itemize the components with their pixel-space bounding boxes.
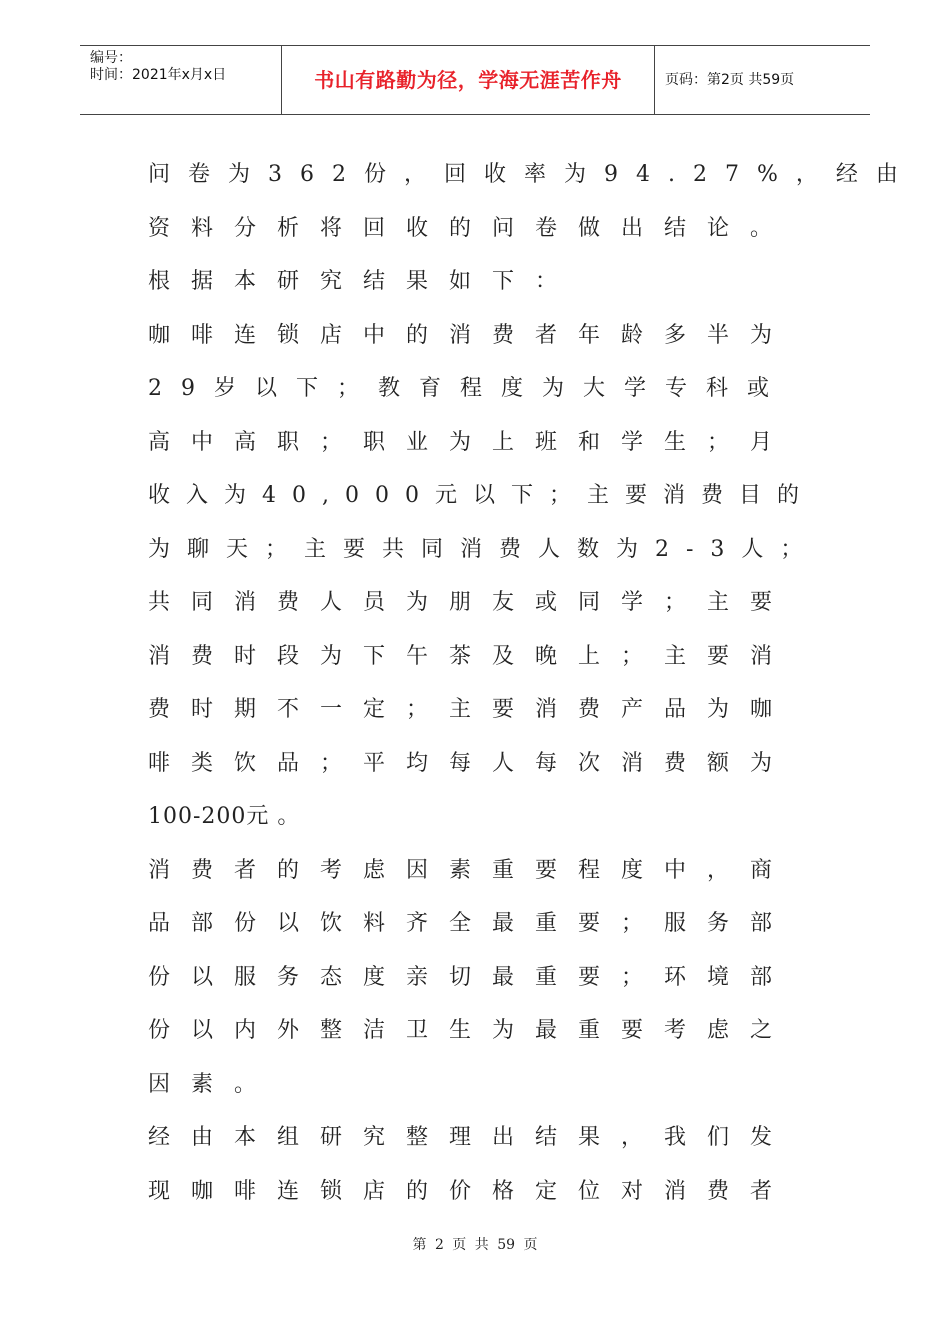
document-body [148,148,916,1218]
body-line: 根据本研究结果如下： [148,269,579,294]
header-meta [90,50,280,84]
document-number-label: 编号： [90,50,132,66]
body-line: 共同消费人员为朋友或同学；主要 [148,590,794,615]
body-line: 消费时段为下午茶及晚上；主要消 [148,643,794,669]
body-line: 资料分析将回收的问卷做出结论。 [148,215,794,241]
body-line: 费时期不一定；主要消费产品为咖 [148,697,794,722]
body-line: 为聊天；主要共同消费人数为2-3人； [148,536,820,562]
document-time-label: 时间：2021年x月x日 [90,67,227,83]
body-line: 品部份以饮料齐全最重要；服务部 [148,911,794,936]
body-line: 现咖啡连锁店的价格定位对消费者 [148,1178,794,1204]
body-line: 份以服务态度亲切最重要；环境部 [148,964,794,990]
body-line: 29岁以下；教育程度为大学专科或 [148,376,788,401]
header-divider [654,46,655,114]
body-line: 份以内外整洁卫生为最重要考虑之 [148,1018,794,1043]
body-line: 消费者的考虑因素重要程度中，商 [148,857,794,883]
body-line: 收入为40,000元以下；主要消费目的 [148,483,815,508]
page-footer: 第 2 页 共 59 页 [412,1237,538,1253]
page-header [80,45,870,115]
body-line: 高中高职；职业为上班和学生；月 [148,429,794,455]
body-line: 因素。 [148,1071,278,1097]
body-line: 咖啡连锁店中的消费者年龄多半为 [148,322,794,348]
header-motto: 书山有路勤为径，学海无涯苦作舟 [314,68,622,92]
body-line: 100-200元 。 [148,804,301,829]
header-page-info: 页码：第2页 共59页 [665,72,795,88]
body-line: 问卷为362份，回收率为94.27%，经由 [148,162,916,187]
body-line: 经由本组研究整理出结果，我们发 [148,1125,794,1150]
body-line: 啡类饮品；平均每人每次消费额为 [148,750,794,776]
